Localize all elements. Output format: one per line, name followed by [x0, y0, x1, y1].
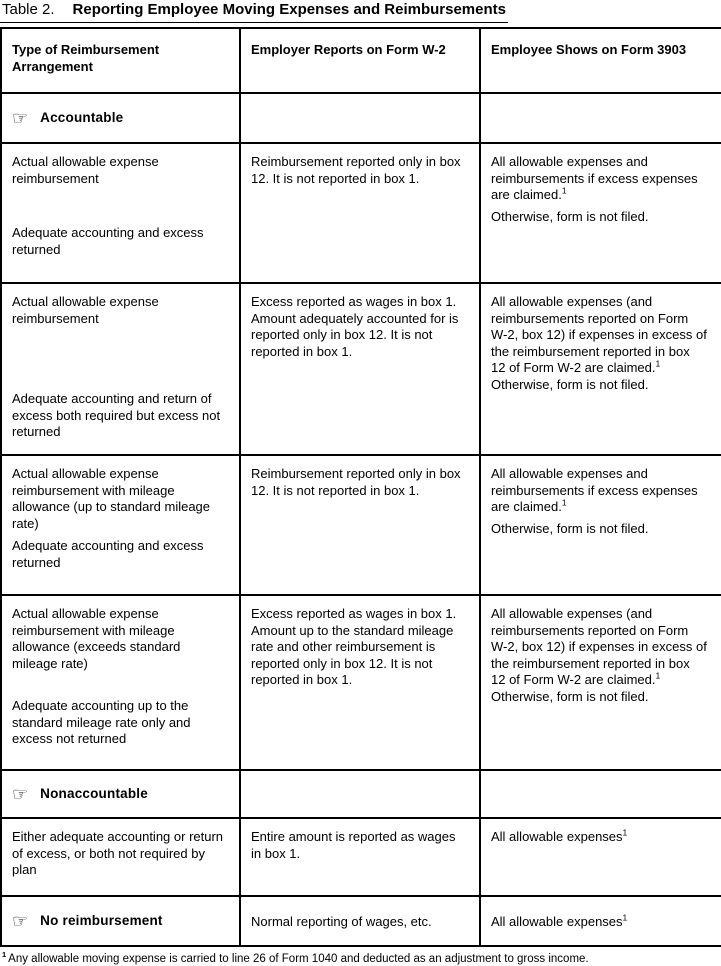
footnote-reference: 1: [655, 358, 661, 369]
footnote-reference: 1: [561, 497, 567, 508]
cell-paragraph: Actual allowable expense reimbursement with mileage allowance (up to standard mileage rate): [12, 466, 211, 531]
cell-paragraph: Normal reporting of wages, etc.: [251, 913, 432, 929]
table-data-row: [1, 455, 721, 595]
table-title-underline: [0, 0, 508, 23]
cell-paragraph: Reimbursement reported only in box 12. It is not reported in box 1.: [251, 154, 461, 186]
cell-paragraph: Adequate accounting and excess returned: [12, 225, 204, 257]
footnote-reference: 1: [622, 827, 628, 838]
cell-paragraph: All allowable expenses (and reimbursements reported on Form W-2, box 12) if expenses in excess of the reimbursement reported in box 12 of Form W-2 are claimed.$^1$ Otherwise, form is not filed.: [491, 294, 707, 392]
w2-cell: [240, 770, 480, 818]
arrangement-cell: [1, 283, 240, 455]
cell-paragraph: Actual allowable expense reimbursement: [12, 154, 159, 186]
form3903-cell: [480, 455, 721, 595]
cell-paragraph: All allowable expenses and reimbursements if excess expenses are claimed.$^1$: [491, 466, 698, 514]
pointing-hand-icon: ☞: [12, 784, 29, 806]
cell-paragraph: Adequate accounting and return of excess both required but excess not returned: [12, 391, 221, 439]
form3903-cell: [480, 818, 721, 896]
reimbursement-table: [0, 27, 721, 947]
table-data-row: [1, 818, 721, 896]
table-title-text: Reporting Employee Moving Expenses and Reimbursements: [72, 1, 506, 18]
pointing-hand-icon: ☞: [12, 108, 29, 130]
w2-cell: [240, 595, 480, 770]
cell-paragraph: Adequate accounting up to the standard mileage rate only and excess not returned: [12, 698, 191, 746]
cell-paragraph: Otherwise, form is not filed.: [491, 520, 649, 536]
section-row-nonaccountable: [1, 770, 721, 818]
w2-cell: [240, 283, 480, 455]
cell-paragraph: All allowable expenses and reimbursements if excess expenses are claimed.$^1$: [491, 154, 698, 202]
footnote-reference: 1: [622, 912, 628, 923]
section-cell: [1, 896, 240, 946]
cell-paragraph: Otherwise, form is not filed.: [491, 208, 649, 224]
footnote-text: Any allowable moving expense is carried to line 26 of Form 1040 and deducted as an adjustment to gross income.: [8, 953, 589, 965]
w2-cell: [240, 455, 480, 595]
table-title: [0, 0, 721, 23]
pointing-hand-icon: ☞: [12, 911, 29, 933]
footnote: [0, 952, 721, 966]
table-data-row: [1, 283, 721, 455]
arrangement-cell: [1, 143, 240, 283]
footnote-sup: 1: [2, 950, 7, 960]
cell-paragraph: All allowable expenses$^1$: [491, 827, 628, 844]
table-data-row: [1, 595, 721, 770]
column-header-arrangement: Type of Reimbursement Arrangement: [1, 28, 240, 93]
form3903-cell: [480, 283, 721, 455]
cell-paragraph: Reimbursement reported only in box 12. It is not reported in box 1.: [251, 466, 461, 498]
section-row-accountable: [1, 93, 721, 143]
cell-paragraph: Adequate accounting and excess returned: [12, 538, 204, 570]
section-cell: [1, 93, 240, 143]
header-row: [1, 28, 721, 93]
section-label: No reimbursement: [40, 913, 163, 929]
cell-paragraph: Actual allowable expense reimbursement with mileage allowance (exceeds standard mileage rate): [12, 606, 181, 671]
form3903-cell: [480, 595, 721, 770]
cell-paragraph: Either adequate accounting or return of excess, or both not required by plan: [12, 829, 224, 877]
cell-paragraph: Actual allowable expense reimbursement: [12, 294, 159, 326]
section-row-no-reimbursement: [1, 896, 721, 946]
footnote-reference: 1: [655, 670, 661, 681]
section-cell: [1, 770, 240, 818]
form3903-cell: [480, 896, 721, 946]
table-title-prefix: Table 2.: [2, 1, 55, 18]
form3903-cell: [480, 143, 721, 283]
cell-paragraph: Excess reported as wages in box 1. Amount up to the standard mileage rate and other reimbursement is reported only in box 12. It is not reported in box 1.: [251, 606, 457, 687]
section-label: Nonaccountable: [40, 786, 148, 802]
arrangement-cell: [1, 455, 240, 595]
w2-cell: [240, 818, 480, 896]
arrangement-cell: [1, 595, 240, 770]
section-label: Accountable: [40, 110, 124, 126]
column-header-w2: Employer Reports on Form W-2: [240, 28, 480, 93]
arrangement-cell: [1, 818, 240, 896]
cell-paragraph: Entire amount is reported as wages in box 1.: [251, 829, 456, 861]
cell-paragraph: Excess reported as wages in box 1. Amount adequately accounted for is reported only in box 12. It is not reported in box 1.: [251, 294, 459, 359]
form3903-cell: [480, 770, 721, 818]
cell-paragraph: All allowable expenses$^1$: [491, 912, 628, 929]
w2-cell: [240, 143, 480, 283]
w2-cell: [240, 896, 480, 946]
cell-paragraph: All allowable expenses (and reimbursements reported on Form W-2, box 12) if expenses in excess of the reimbursement reported in box 12 of Form W-2 are claimed.$^1$ Otherwise, form is not filed.: [491, 606, 707, 704]
table-data-row: [1, 143, 721, 283]
footnote-reference: 1: [561, 185, 567, 196]
form3903-cell: [480, 93, 721, 143]
w2-cell: [240, 93, 480, 143]
column-header-form3903: Employee Shows on Form 3903: [480, 28, 721, 93]
